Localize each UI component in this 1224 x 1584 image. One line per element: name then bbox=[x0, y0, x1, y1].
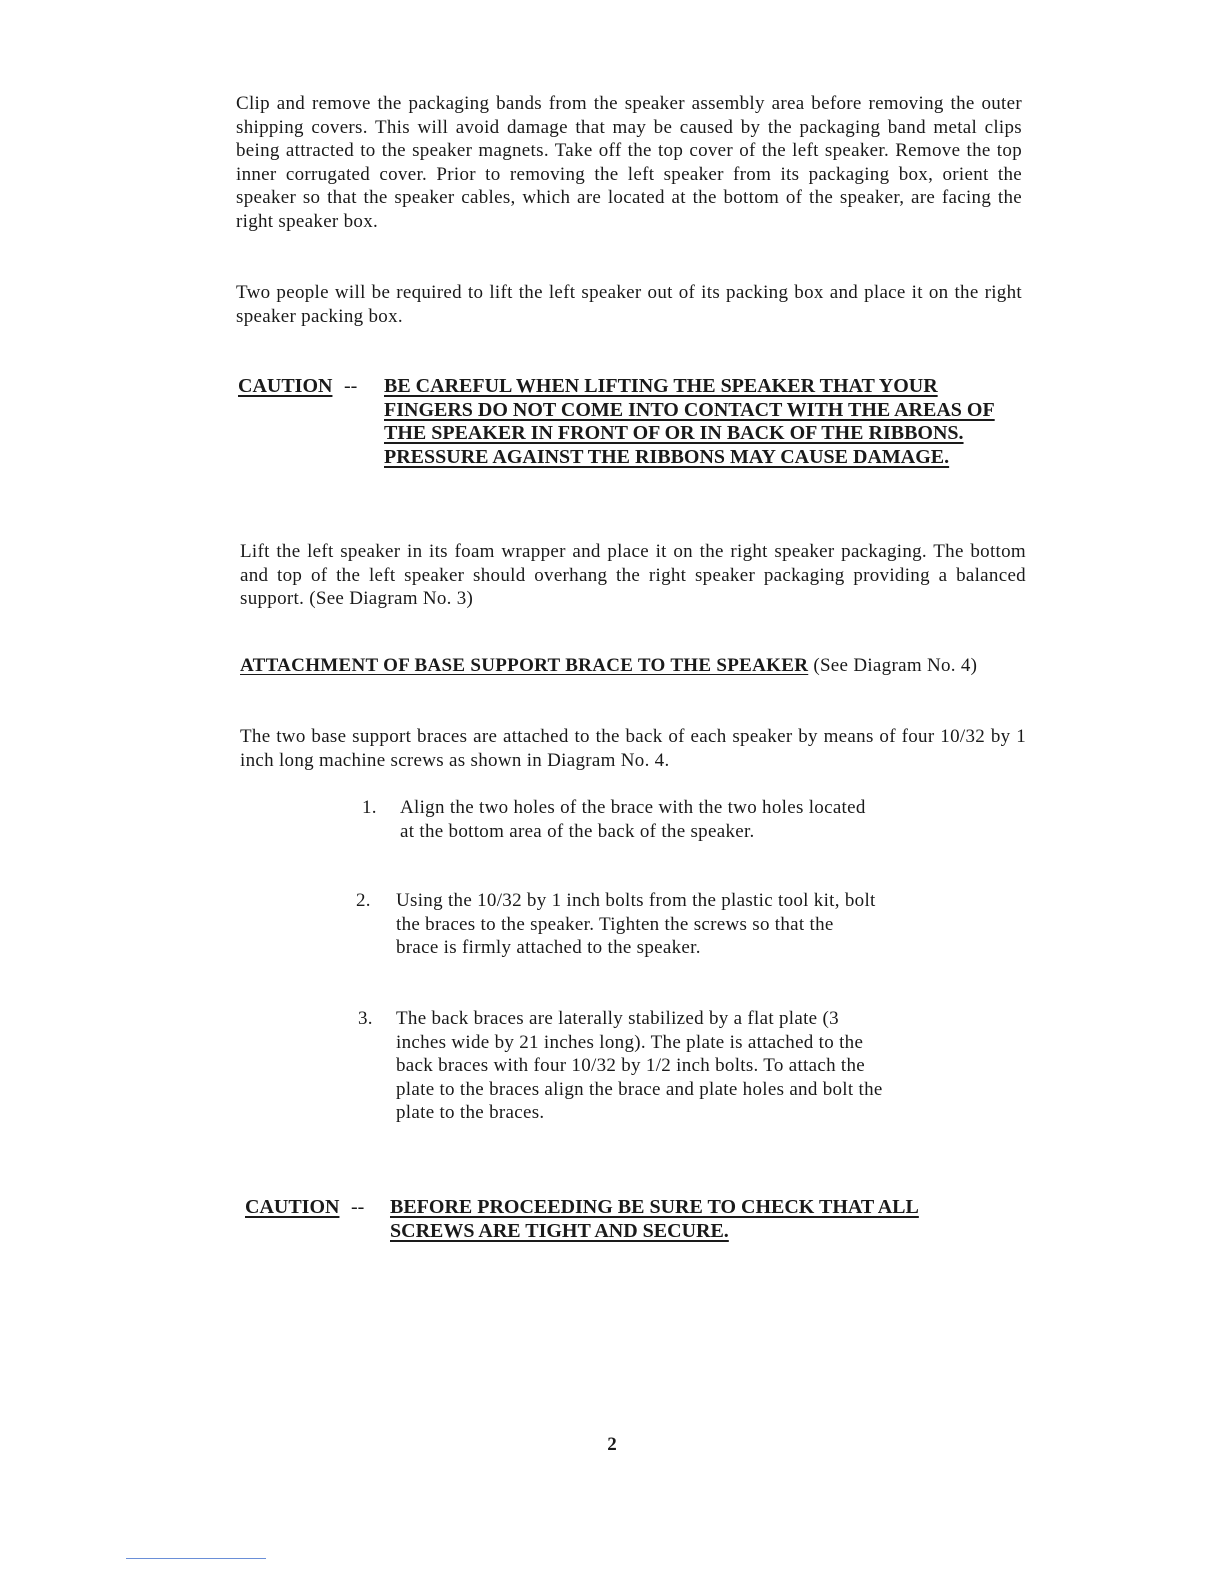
intro-paragraph: Clip and remove the packaging bands from the speaker assembly area before removing the outer shipping covers. This will avoid damage that may be caused by the packaging band metal clips being attracted to the speaker magnets. Take off the top cover of the left speaker. Remove the top inner corrugated cover. Prior to removing the left speaker from its packaging box, orient the speaker so that the speaker cables, which are located at the bottom of the speaker, are facing the right speaker box. bbox=[236, 93, 1022, 232]
caution-lifting bbox=[238, 375, 1018, 495]
braces-paragraph: The two base support braces are attached to the back of each speaker by means of four 10/32 by 1 inch long machine screws as shown in Diagram No. 4. bbox=[240, 726, 1026, 771]
step-1 bbox=[362, 796, 882, 871]
footnote-divider bbox=[126, 1558, 266, 1559]
lifting-paragraph: Two people will be required to lift the left speaker out of its packing box and place it on the right speaker packing box. bbox=[236, 282, 1022, 327]
caution-dash: -- bbox=[351, 1196, 365, 1218]
step-3 bbox=[358, 1007, 898, 1152]
caution-screws bbox=[245, 1196, 985, 1248]
step-number: 3. bbox=[358, 1008, 373, 1029]
step-text: Using the 10/32 by 1 inch bolts from the plastic tool kit, bolt the braces to the speaker. Tighten the screws so that the brace is firmly attached to the speaker. bbox=[396, 890, 876, 958]
step-number: 1. bbox=[362, 797, 377, 818]
page-number: 2 bbox=[607, 1434, 617, 1455]
caution-text: BE CAREFUL WHEN LIFTING THE SPEAKER THAT YOUR FINGERS DO NOT COME INTO CONTACT WITH THE AREAS OF THE SPEAKER IN FRONT OF OR IN BACK OF THE RIBBONS. PRESSURE AGAINST THE RIBBONS MAY CAUSE DAMAGE. bbox=[384, 375, 995, 468]
caution-label: CAUTION bbox=[245, 1196, 340, 1218]
placement-paragraph: Lift the left speaker in its foam wrapper and place it on the right speaker packaging. The bottom and top of the left speaker should overhang the right speaker packaging providing a balanced support. (See Diagram No. 3) bbox=[240, 541, 1026, 609]
section-heading bbox=[240, 654, 1028, 678]
section-heading-title: ATTACHMENT OF BASE SUPPORT BRACE TO THE SPEAKER bbox=[240, 655, 809, 676]
step-text: The back braces are laterally stabilized by a flat plate (3 inches wide by 21 inches long). The plate is attached to the back braces with four 10/32 by 1/2 inch bolts. To attach the plate to the braces align the brace and plate holes and bolt the plate to the braces. bbox=[396, 1008, 883, 1123]
caution-dash: -- bbox=[344, 375, 358, 397]
step-text: Align the two holes of the brace with the two holes located at the bottom area of the back of the speaker. bbox=[400, 797, 866, 842]
caution-label: CAUTION bbox=[238, 375, 333, 397]
section-heading-note: (See Diagram No. 4) bbox=[813, 655, 978, 676]
step-2 bbox=[356, 889, 886, 984]
step-number: 2. bbox=[356, 890, 371, 911]
caution-text: BEFORE PROCEEDING BE SURE TO CHECK THAT ALL SCREWS ARE TIGHT AND SECURE. bbox=[390, 1196, 919, 1242]
